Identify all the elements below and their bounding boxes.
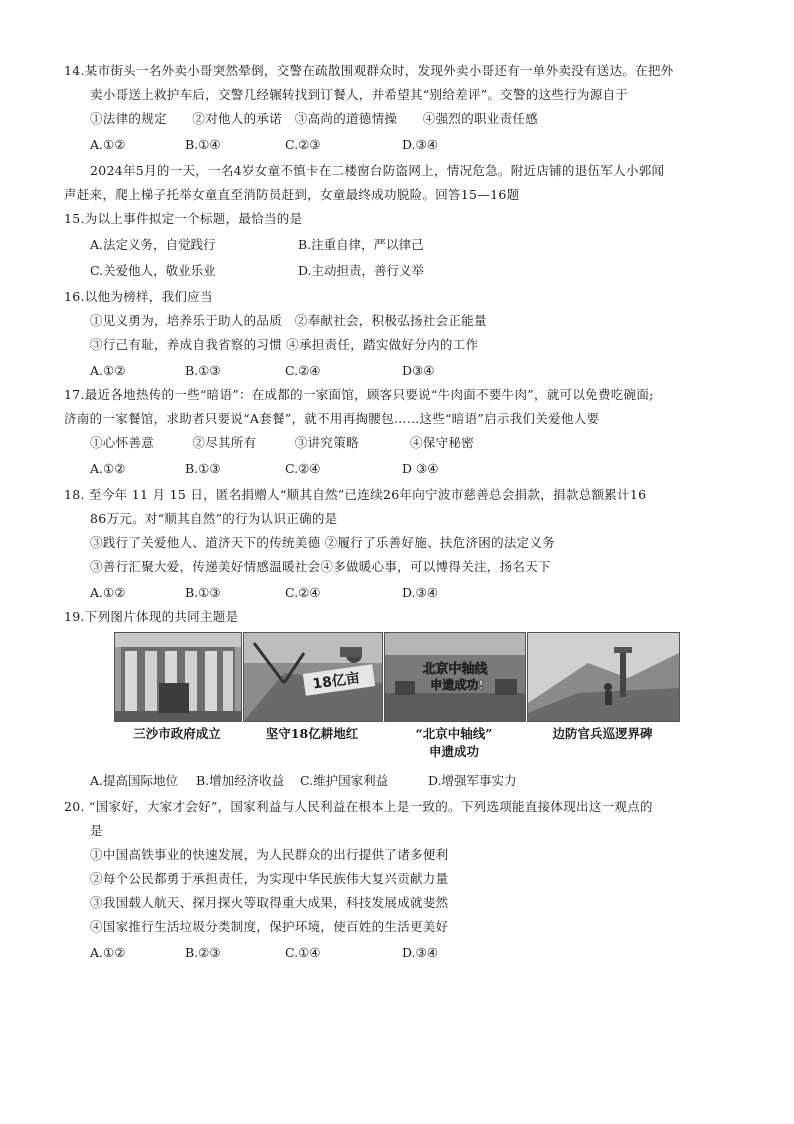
- q18-stem-line2: 86万元。对“顺其自然”的行为认识正确的是: [90, 511, 338, 526]
- q20-option-a: A.①②: [90, 945, 126, 960]
- passage-line2: 声赶来，爬上梯子托举女童直至消防员赶到，女童最终成功脱险。回答15—16题: [64, 187, 520, 202]
- q20-item-2: ②每个公民都勇于承担责任，为实现中华民族伟大复兴贡献力量: [90, 871, 449, 886]
- q14-option-c: C.②③: [285, 137, 321, 152]
- photo-sansha-government: [114, 632, 242, 722]
- q17-option-c: C.②④: [285, 461, 321, 476]
- q16-option-a: A.①②: [90, 363, 126, 378]
- q20-option-d: D.③④: [402, 945, 438, 960]
- q20-option-b: B.②③: [185, 945, 221, 960]
- q19-option-d: D.增强军事实力: [428, 773, 517, 788]
- q14-stem-line2: 卖小哥送上救护车后，交警几经辗转找到订餐人，并希望其“别给差评”。交警的这些行为源自于: [90, 87, 629, 102]
- q17-option-d: D ③④: [402, 461, 439, 476]
- q18-items-line2: ③善行汇聚大爱，传递美好情感温暖社会④多做暖心事，可以博得关注，扬名天下: [90, 559, 551, 574]
- q18-items-line1: ③践行了关爱他人、道济天下的传统美德 ②履行了乐善好施、扶危济困的法定义务: [90, 535, 556, 550]
- q17-option-a: A.①②: [90, 461, 126, 476]
- q15-option-d: D.主动担责，善行义举: [298, 263, 425, 278]
- passage-line1: 2024年5月的一天，一名4岁女童不慎卡在二楼窗台防盗网上，情况危急。附近店铺的退伍军人小郭闻: [90, 163, 665, 178]
- q20-stem-line1: 20. “国家好，大家才会好”，国家利益与人民利益在根本上是一致的。下列选项能直接体现出这一观点的: [64, 799, 653, 814]
- photo-border-patrol: [527, 632, 680, 722]
- q17-stem-line2: 济南的一家餐馆，求助者只要说“A套餐”，就不用再掏腰包……这些“暗语”启示我们关爱他人要: [64, 411, 600, 426]
- q15-option-b: B.注重自律，严以律己: [298, 237, 424, 252]
- photo-farmland-graphic: [244, 633, 382, 721]
- q15-option-a: A.法定义务，自觉践行: [90, 237, 216, 252]
- q20-item-4: ④国家推行生活垃圾分类制度，保护环境，使百姓的生活更美好: [90, 919, 449, 934]
- q19-option-b: B.增加经济收益: [196, 773, 285, 788]
- q15-stem: 15.为以上事件拟定一个标题，最恰当的是: [64, 211, 303, 226]
- q14-items: ①法律的规定 ②对他人的承诺 ③高尚的道德情操 ④强烈的职业责任感: [90, 111, 539, 126]
- q14-stem-line1: 14.某市街头一名外卖小哥突然晕倒，交警在疏散围观群众时，发现外卖小哥还有一单外卖没有送达。在把外: [64, 63, 674, 78]
- q20-option-c: C.①④: [285, 945, 321, 960]
- caption-border-patrol: 边防官兵巡逻界碑: [552, 726, 653, 741]
- q14-option-b: B.①④: [185, 137, 221, 152]
- photo-sansha-graphic: [115, 633, 241, 721]
- q17-stem-line1: 17.最近各地热传的一些“暗语”：在成都的一家面馆，顾客只要说“牛肉面不要牛肉”，就可以免费吃碗面;: [64, 387, 654, 402]
- photo3-subtitle-text: 申遗成功!: [430, 678, 484, 692]
- q18-option-a: A.①②: [90, 585, 126, 600]
- photo-farmland-redline: [243, 632, 383, 722]
- photo-beijing-central-axis: [384, 632, 526, 722]
- q19-option-a: A.提高国际地位: [90, 773, 179, 788]
- q17-items: ①心怀善意 ②尽其所有 ③讲究策略 ④保守秘密: [90, 435, 475, 450]
- q20-item-1: ①中国高铁事业的快速发展，为人民群众的出行提供了诸多便利: [90, 847, 449, 862]
- caption-central-axis-line2: 申遗成功: [428, 744, 479, 759]
- q18-option-c: C.②④: [285, 585, 321, 600]
- q20-item-3: ③我国载人航天、探月探火等取得重大成果，科技发展成就斐然: [90, 895, 449, 910]
- q16-option-b: B.①③: [185, 363, 221, 378]
- caption-farmland: 坚守18亿耕地红: [265, 726, 359, 741]
- q14-option-d: D.③④: [402, 137, 438, 152]
- q16-items-line1: ①见义勇为，培养乐于助人的品质 ②奉献社会，积极弘扬社会正能量: [90, 313, 487, 328]
- caption-central-axis: “北京中轴线”: [415, 726, 493, 741]
- q18-stem-line1: 18. 至今年 11 月 15 日，匿名捐赠人“顺其自然”已连续26年向宁波市慈善总会捐款，捐款总额累计16: [64, 487, 647, 502]
- q14-option-a: A.①②: [90, 137, 126, 152]
- q15-option-c: C.关爱他人，敬业乐业: [90, 263, 216, 278]
- q18-option-d: D.③④: [402, 585, 438, 600]
- q16-stem: 16.以他为榜样，我们应当: [64, 289, 213, 304]
- q17-option-b: B.①③: [185, 461, 221, 476]
- photo-border-graphic: [528, 633, 679, 721]
- q18-option-b: B.①③: [185, 585, 221, 600]
- q16-option-d: D③④: [402, 363, 435, 378]
- q19-option-c: C.维护国家利益: [300, 773, 389, 788]
- photo3-title-text: 北京中轴线: [422, 662, 488, 677]
- photo-axis-graphic: [385, 633, 525, 721]
- q19-stem: 19.下列图片体现的共同主题是: [64, 609, 239, 624]
- q16-items-line2: ③行己有耻，养成自我省察的习惯 ④承担责任，踏实做好分内的工作: [90, 337, 479, 352]
- q16-option-c: C.②④: [285, 363, 321, 378]
- q20-stem-line2: 是: [90, 823, 103, 838]
- photo2-banner-text: 18亿亩: [311, 670, 361, 693]
- caption-sansha: 三沙市政府成立: [133, 726, 221, 741]
